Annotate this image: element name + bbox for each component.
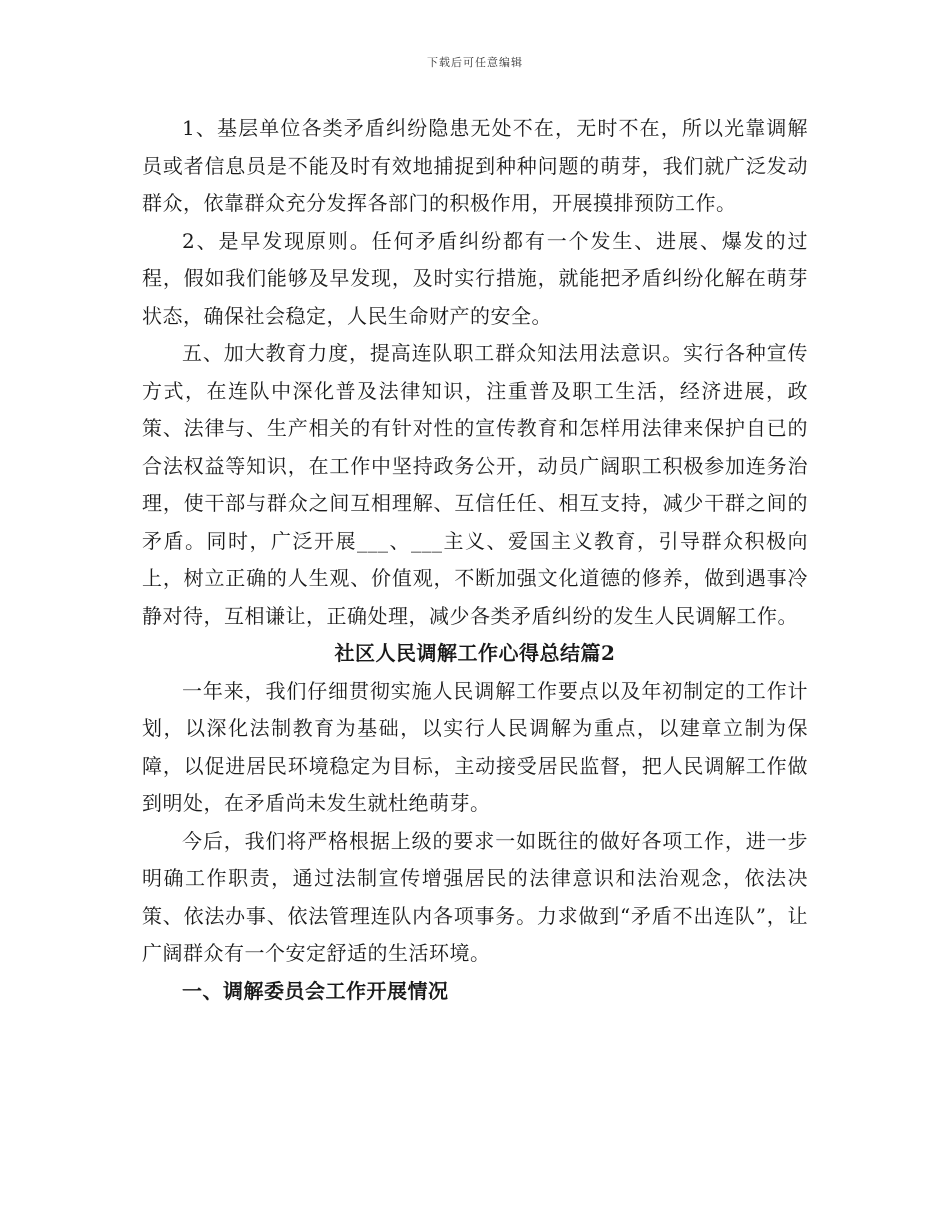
section-title: 社区人民调解工作心得总结篇2 xyxy=(334,641,616,665)
paragraph-year-summary: 一年来，我们仔细贯彻实施人民调解工作要点以及年初制定的工作计划，以深化法制教育为基础，以实行人民调解为重点，以建章立制为保障，以促进居民环境稳定为目标，主动接受居民监督，把人民调解工作做到明处，在矛盾尚未发生就杜绝萌芽。 xyxy=(142,678,808,815)
subsection-title: 一、调解委员会工作开展情况 xyxy=(182,978,449,1003)
document-body xyxy=(142,110,808,1010)
paragraph-education: 五、加大教育力度，提高连队职工群众知法用法意识。实行各种宣传方式，在连队中深化普及法律知识，注重普及职工生活，经济进展，政策、法律与、生产相关的有针对性的宣传教育和怎样用法律来保护自已的合法权益等知识，在工作中坚持政务公开，动员广阔职工积极参加连务治理，使干部与群众之间互相理解、互信任任、相互支持，减少干群之间的矛盾。同时，广泛开展___、___主义、爱国主义教育，引导群众积极向上，树立正确的人生观、价值观，不断加强文化道德的修养，做到遇事冷静对待，互相谦让，正确处理，减少各类矛盾纠纷的发生人民调解工作。 xyxy=(142,341,808,628)
page-header-note: 下载后可任意编辑 xyxy=(427,56,523,69)
paragraph-early-detection: 2、是早发现原则。任何矛盾纠纷都有一个发生、进展、爆发的过程，假如我们能够及早发现，及时实行措施，就能把矛盾纠纷化解在萌芽状态，确保社会稳定，人民生命财产的安全。 xyxy=(142,228,808,328)
paragraph-future-plan: 今后，我们将严格根据上级的要求一如既往的做好各项工作，进一步明确工作职责，通过法制宣传增强居民的法律意识和法治观念，依法决策、依法办事、依法管理连队内各项事务。力求做到“矛盾不出连队”，让广阔群众有一个安定舒适的生活环境。 xyxy=(142,828,808,965)
paragraph-prevention: 1、基层单位各类矛盾纠纷隐患无处不在，无时不在，所以光靠调解员或者信息员是不能及时有效地捕捉到种种问题的萌芽，我们就广泛发动群众，依靠群众充分发挥各部门的积极作用，开展摸排预防工作。 xyxy=(142,116,808,215)
